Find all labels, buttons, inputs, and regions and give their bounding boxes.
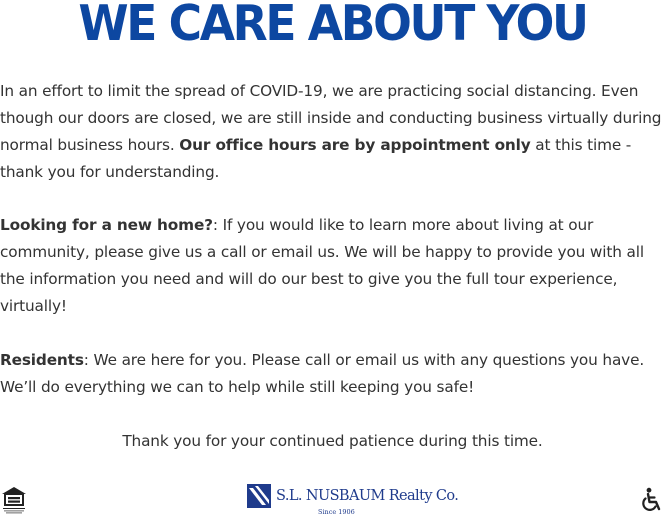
new-home-text: : If you would like to learn more about living at our community, please give us a call or email us. We will be happy to provide you with all the information you need and will do our best to give you the full tour experience, virtually! xyxy=(0,216,644,315)
company-since: Since 1906 xyxy=(318,508,355,516)
residents-paragraph xyxy=(0,347,665,401)
new-home-heading: Looking for a new home? xyxy=(0,216,213,234)
company-logo-mark-icon xyxy=(247,484,271,508)
office-hours-notice: Our office hours are by appointment only xyxy=(179,136,531,154)
covid-notice-text: In an effort to limit the spread of COVID-19, we are practicing social distancing. Even though our doors are closed, we are still inside and conducting business virtually during normal business hours. xyxy=(0,82,662,154)
residents-text: : We are here for you. Please call or email us with any questions you have. We’ll do everything we can to help while still keeping you safe! xyxy=(0,351,645,396)
residents-heading: Residents xyxy=(0,351,84,369)
covid-notice-closing-text: at this time - thank you for understanding. xyxy=(0,136,632,181)
equal-housing-opportunity-icon xyxy=(1,486,27,514)
new-home-paragraph xyxy=(0,212,665,320)
company-name: S.L. NUSBAUM Realty Co. xyxy=(276,488,459,504)
headline: WE CARE ABOUT YOU xyxy=(78,0,587,52)
wheelchair-accessibility-icon xyxy=(640,487,664,513)
covid-notice-paragraph xyxy=(0,78,665,186)
closing-line: Thank you for your continued patience during this time. xyxy=(122,432,543,450)
realty-company-logo xyxy=(247,484,459,516)
